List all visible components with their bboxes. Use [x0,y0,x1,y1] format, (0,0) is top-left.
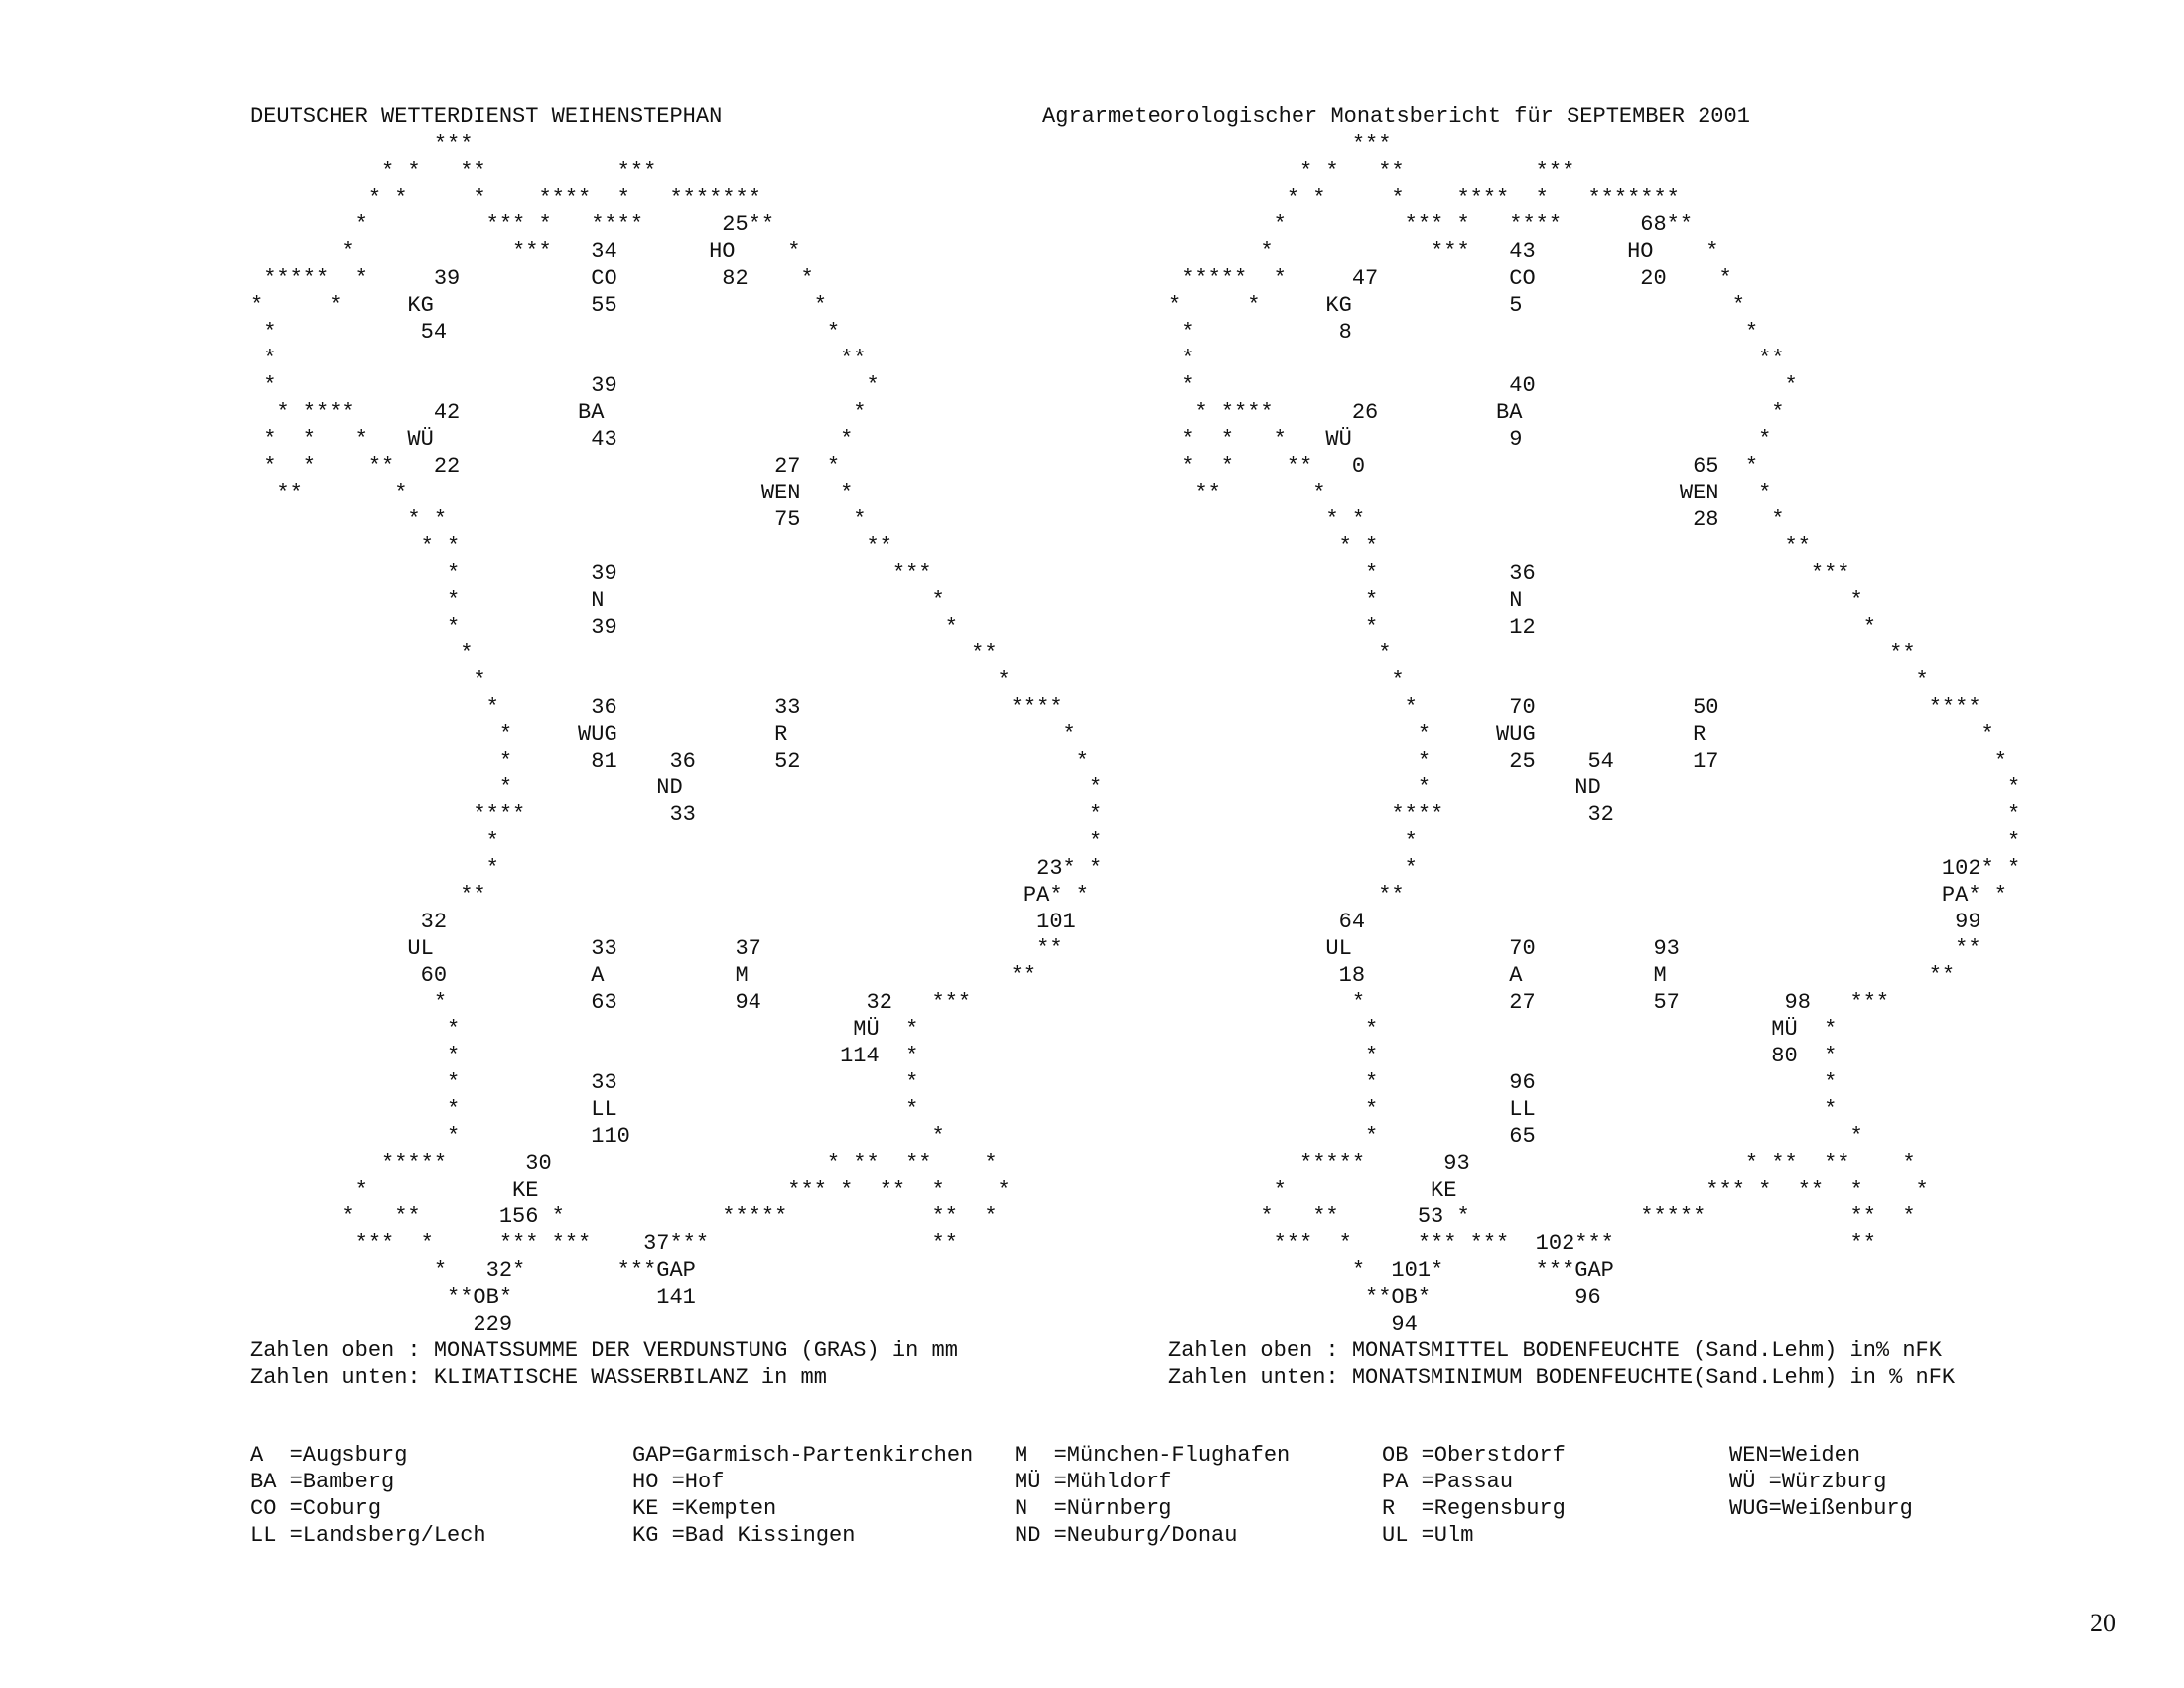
legend-entry: GAP=Garmisch-Partenkirchen [632,1443,974,1468]
legend-entry: WEN=Weiden [1729,1443,1861,1468]
map-art: *** * * ** *** * * * **** * ******* * *** * **** 25** * *** 34 HO * ***** * 39 CO 82 * * * KG 55 * * 54 * * ** * 39 * * **** 42 BA * * * * WÜ 43 * * * ** 22 27 * ** * WEN * * * 75 * * * ** * 39 *** * N * * 39 * * ** * * * 36 33 **** * WUG R * * 81 36 52 * * ND * **** 33 * * * * 23* * ** PA* * 32 101 UL 33 37 ** 60 A M ** * 63 94 32 *** * MÜ * * 114 * * 33 * * LL * * 110 * ***** 30 * ** ** * * KE *** * ** * * * ** 156 * ***** ** * *** * *** *** 37*** ** * 32* ***GAP **OB* 141 229 [250,132,1103,1336]
map-art: *** * * ** *** * * * **** * ******* * *** * **** 68** * *** 43 HO * ***** * 47 CO 20 * * * KG 5 * * 8 * * ** * 40 * * **** 26 BA * * * * WÜ 9 * * * ** 0 65 * ** * WEN * * * 28 * * * ** * 36 *** * N * * 12 * * ** * * * 70 50 **** * WUG R * * 25 54 17 * * ND * **** 32 * * * * 102* * ** PA* * 64 99 UL 70 93 ** 18 A M ** * 27 57 98 *** * MÜ * * 80 * * 96 * * LL * * 65 * ***** 93 * ** ** * * KE *** * ** * * * ** 53 * ***** ** * *** * *** *** 102*** ** * 101* ***GAP **OB* 96 94 [1168,132,2021,1336]
legend-entry [1729,1522,1997,1549]
legend-entry: KG =Bad Kissingen [632,1523,856,1548]
legend-entry: PA =Passau [1382,1470,1514,1494]
legend-entry: CO =Coburg [250,1496,382,1521]
legend-entry: OB =Oberstdorf [1382,1443,1566,1468]
legend-entry: MÜ =Mühldorf [1015,1470,1172,1494]
map-title-top: Zahlen oben : MONATSSUMME DER VERDUNSTUNG (GRAS) in mm [250,1338,958,1363]
legend-entry: WUG=Weißenburg [1729,1496,1913,1521]
header-right: Agrarmeteorologischer Monatsbericht für SEPTEMBER 2001 [1042,104,1750,129]
legend-entry: ND =Neuburg/Donau [1015,1523,1238,1548]
legend-entry: HO =Hof [632,1470,725,1494]
map-title-bottom: Zahlen unten: MONATSMINIMUM BODENFEUCHTE(Sand.Lehm) in % nFK [1168,1365,1956,1390]
station-legend [250,1442,1997,1549]
header-left: DEUTSCHER WETTERDIENST WEIHENSTEPHAN [250,104,723,129]
page-number: 20 [2090,1609,2116,1637]
legend-entry: BA =Bamberg [250,1470,395,1494]
legend-entry: LL =Landsberg/Lech [250,1523,486,1548]
evaporation-water-balance-map [250,131,1102,1391]
legend-entry: N =Nürnberg [1015,1496,1172,1521]
legend-entry: A =Augsburg [250,1443,408,1468]
map-title-bottom: Zahlen unten: KLIMATISCHE WASSERBILANZ in mm [250,1365,827,1390]
legend-entry: UL =Ulm [1382,1523,1474,1548]
legend-entry: WÜ =Würzburg [1729,1470,1887,1494]
soil-moisture-map [1168,131,2020,1391]
legend-entry: M =München-Flughafen [1015,1443,1291,1468]
legend-entry: KE =Kempten [632,1496,777,1521]
legend-entry: R =Regensburg [1382,1496,1566,1521]
map-title-top: Zahlen oben : MONATSMITTEL BODENFEUCHTE (Sand.Lehm) in% nFK [1168,1338,1942,1363]
